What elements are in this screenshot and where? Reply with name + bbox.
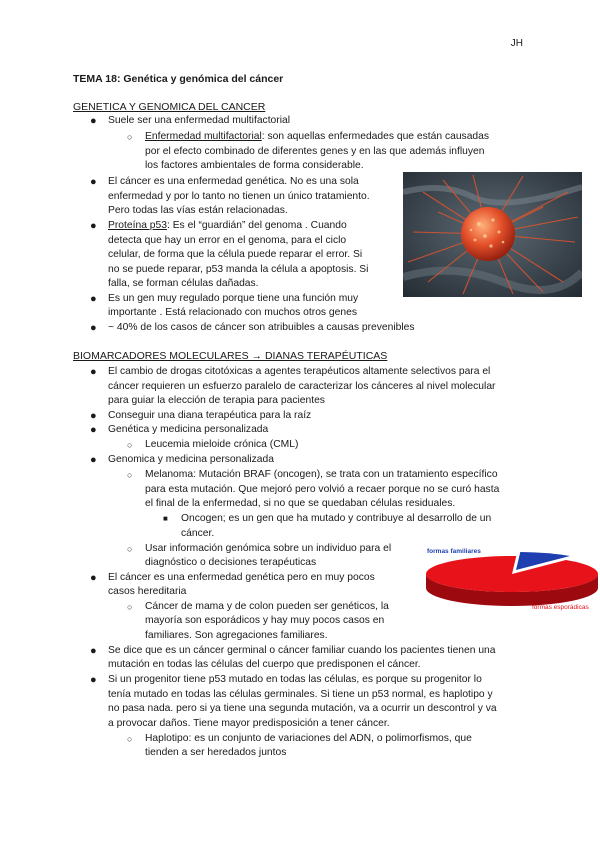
bullet-icon: ● [90,322,97,334]
pie-slice-esporadicas [426,556,598,592]
text-line: el final de la enfermedad, si no que se quedaban células residuales. [145,498,456,509]
text-line: mayoría son esporádicos y hay muy pocos casos en [145,615,385,626]
text-line: cáncer. [181,528,215,539]
text-line: Es un gen muy regulado porque tiene una función muy [108,293,359,304]
text-line: Usar información genómica sobre un individuo para el [145,543,392,554]
bullet-icon: ● [90,645,97,657]
text-line: Genomica y medicina personalizada [108,454,274,465]
text-line: los factores ambientales de forma considerable. [145,160,364,171]
pie-chart [424,544,600,624]
text-line: para guiar la elección de terapia para pacientes [108,395,325,406]
text-line: importante . Está relacionado con muchos otros genes [108,307,357,318]
text-line: por el efecto combinado de diferentes genes y en las que además influyen [145,146,485,157]
text-line: Suele ser una enfermedad multifactorial [108,115,291,126]
bullet-icon: ● [90,454,97,466]
bullet-icon: ● [90,424,97,436]
text-line: Melanoma: Mutación BRAF (oncogen), se trata con un tratamiento específico [145,469,498,480]
bullet-hollow-icon: ○ [127,470,133,480]
text-line [108,219,347,233]
text-line: para esta mutación. Que mejoró pero volvió a recaer porque no se curó hasta [145,484,500,495]
text-line: detecta que hay un error en el genoma, para el ciclo [108,235,347,246]
bullet-icon: ● [90,410,97,422]
bullet-icon: ● [90,366,97,378]
text-line: El cáncer es una enfermedad genética pero en muy pocos [108,572,375,583]
text-line: enfermedad y por lo tanto no tienen un único tratamiento. [108,191,370,202]
text-span: : son aquellas enfermedades que están causadas [261,131,490,142]
section-heading-biomarcadores: BIOMARCADORES MOLECULARES → DIANAS TERAPÉUTICAS [73,350,388,362]
bullet-icon: ● [90,176,97,188]
text-line: Si un progenitor tiene p53 mutado en todas las células, es porque su progenitor lo [108,674,482,685]
text-line: Haplotipo: es un conjunto de variaciones del ADN, o polimorfismos, que [145,733,472,744]
text-line: cáncer requieren un esfuerzo paralelo de caracterizar los cánceres al nivel molecular [108,381,496,392]
section-heading-genetica: GENETICA Y GENOMICA DEL CANCER [73,101,266,113]
text-line: diagnóstico o decisiones terapéuticas [145,557,317,568]
bullet-hollow-icon: ○ [127,602,133,612]
bullet-hollow-icon: ○ [127,734,133,744]
text-line: celular, de forma que la célula puede reparar el error. Si [108,249,363,260]
text-line: Leucemia mieloide crónica (CML) [145,439,299,450]
bullet-icon: ● [90,674,97,686]
text-line: Cáncer de mama y de colon pueden ser genéticos, la [145,601,389,612]
bullet-icon: ● [90,115,97,127]
text-line: no se puede reparar, p53 manda la célula a apoptosis. Si [108,264,369,275]
text-line: no pasa nada. pero si ya tiene una segunda mutación, va a ocurrir un descontrol y va [108,703,497,714]
text-line: ~ 40% de los casos de cáncer son atribuibles a causas prevenibles [108,322,415,333]
text-line: El cambio de drogas citotóxicas a agentes terapéuticos altamente selectivos para el [108,366,491,377]
bullet-square-icon: ■ [163,514,168,523]
text-line: Pero todas las vías están relacionadas. [108,205,288,216]
page-title: TEMA 18: Genética y genómica del cáncer [73,73,284,85]
bullet-hollow-icon: ○ [127,544,133,554]
text-line: tienden a ser heredados juntos [145,747,287,758]
bullet-hollow-icon: ○ [127,132,133,142]
bullet-icon: ● [90,293,97,305]
cancer-cell-image [403,172,582,297]
text-line: familiares. Son agregaciones familiares. [145,630,328,641]
text-line: Se dice que es un cáncer germinal o cáncer familiar cuando los pacientes tienen una [108,645,496,656]
text-line: mutación en todas las células del cuerpo que predisponen el cáncer. [108,659,421,670]
header-initials: JH [510,38,523,49]
text-line: Oncogen; es un gen que ha mutado y contribuye al desarrollo de un [181,513,492,524]
term-multifactorial: Enfermedad multifactorial [145,131,262,142]
bullet-icon: ● [90,572,97,584]
pie-label-familiares: formas familiares [427,548,481,555]
text-line: Genética y medicina personalizada [108,424,269,435]
text-line: Conseguir una diana terapéutica para la raíz [108,410,312,421]
text-line: a provocar daños. Tiene mayor predisposición a tener cáncer. [108,718,390,729]
pie-label-esporadicas: formas esporádicas [532,604,589,611]
text-line: falla, se forman células dañadas. [108,278,259,289]
bullet-hollow-icon: ○ [127,440,133,450]
bullet-icon: ● [90,220,97,232]
text-line: tenía mutado en todas las células germinales. Si tiene un p53 normal, es haplotipo y [108,689,493,700]
text-line: casos hereditaria [108,586,187,597]
text-span: : Es el “guardián” del genoma . Cuando [166,220,347,231]
text-line: El cáncer es una enfermedad genética. No es una sola [108,176,359,187]
text-line [145,130,489,144]
term-p53: Proteína p53 [108,220,167,231]
